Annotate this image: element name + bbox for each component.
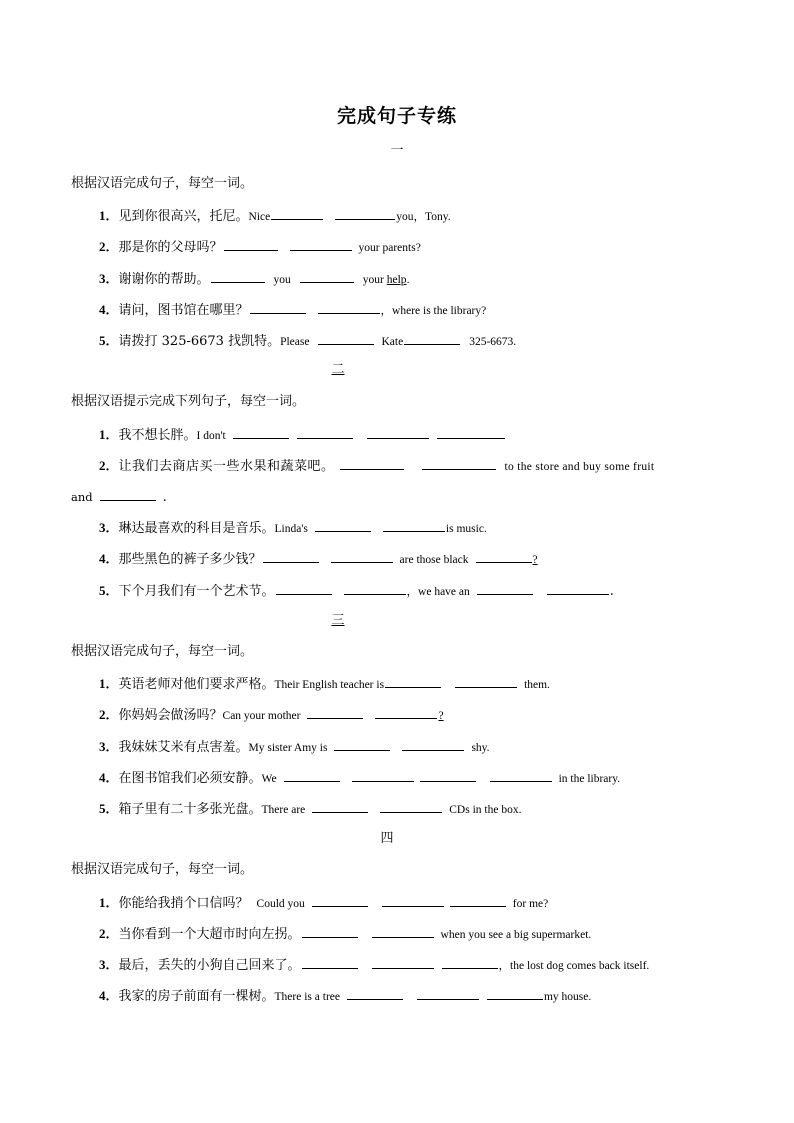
answer-blank[interactable] xyxy=(476,550,532,563)
answer-blank[interactable] xyxy=(344,582,406,595)
answer-blank[interactable] xyxy=(422,457,496,470)
question-1-2: 2．那是你的父母吗？ your parents? xyxy=(99,239,421,255)
answer-blank[interactable] xyxy=(331,550,393,563)
answer-blank[interactable] xyxy=(312,894,368,907)
answer-blank[interactable] xyxy=(318,332,374,345)
question-4-2: 2．当你看到一个大超市时向左拐。 when you see a big supermarket. xyxy=(99,926,592,942)
answer-blank[interactable] xyxy=(385,675,441,688)
answer-blank[interactable] xyxy=(224,238,278,251)
question-2-2: 2．让我们去商店买一些水果和蔬菜吧。 to the store and buy some fruit xyxy=(99,458,655,474)
answer-blank[interactable] xyxy=(380,800,442,813)
answer-blank[interactable] xyxy=(450,894,506,907)
answer-blank[interactable] xyxy=(250,301,306,314)
answer-blank[interactable] xyxy=(233,426,289,439)
question-4-1: 1．你能给我捎个口信吗？ Could you for me? xyxy=(99,895,549,911)
answer-blank[interactable] xyxy=(367,426,429,439)
answer-blank[interactable] xyxy=(307,706,363,719)
question-2-2-continued: and . xyxy=(71,490,167,505)
answer-blank[interactable] xyxy=(318,301,380,314)
answer-blank[interactable] xyxy=(290,238,352,251)
answer-blank[interactable] xyxy=(211,270,265,283)
answer-blank[interactable] xyxy=(402,738,464,751)
answer-blank[interactable] xyxy=(352,769,414,782)
section-instruction-3: 根据汉语完成句子，每空一词。 xyxy=(71,644,254,659)
answer-blank[interactable] xyxy=(487,987,543,1000)
page-title: 完成句子专练 xyxy=(336,105,457,127)
answer-blank[interactable] xyxy=(100,488,156,501)
question-3-2: 2．你妈妈会做汤吗？Can your mother ? xyxy=(99,707,444,723)
answer-blank[interactable] xyxy=(382,894,444,907)
answer-blank[interactable] xyxy=(455,675,517,688)
question-1-3: 3．谢谢你的帮助。 you your help. xyxy=(99,271,410,287)
answer-blank[interactable] xyxy=(312,800,368,813)
answer-blank[interactable] xyxy=(263,550,319,563)
section-instruction-1: 根据汉语完成句子，每空一词。 xyxy=(71,176,254,191)
answer-blank[interactable] xyxy=(372,956,434,969)
answer-blank[interactable] xyxy=(383,519,445,532)
answer-blank[interactable] xyxy=(335,207,395,220)
answer-blank[interactable] xyxy=(375,706,437,719)
answer-blank[interactable] xyxy=(420,769,476,782)
answer-blank[interactable] xyxy=(490,769,552,782)
answer-blank[interactable] xyxy=(547,582,609,595)
section-heading-1: 一 xyxy=(390,143,404,158)
answer-blank[interactable] xyxy=(284,769,340,782)
answer-blank[interactable] xyxy=(297,426,353,439)
answer-blank[interactable] xyxy=(271,207,323,220)
question-3-5: 5．箱子里有二十多张光盘。There are CDs in the box. xyxy=(99,801,522,817)
section-heading-3: 三 xyxy=(331,613,345,628)
section-heading-2: 二 xyxy=(331,362,345,377)
answer-blank[interactable] xyxy=(302,925,358,938)
answer-blank[interactable] xyxy=(276,582,332,595)
answer-blank[interactable] xyxy=(340,457,404,470)
question-4-3: 3．最后，丢失的小狗自己回来了。 ，the lost dog comes back itself. xyxy=(99,957,650,973)
answer-blank[interactable] xyxy=(347,987,403,1000)
section-instruction-2: 根据汉语提示完成下列句子，每空一词。 xyxy=(71,394,306,409)
section-instruction-4: 根据汉语完成句子，每空一词。 xyxy=(71,862,254,877)
answer-blank[interactable] xyxy=(477,582,533,595)
question-2-1: 1．我不想长胖。I don't xyxy=(99,426,506,444)
question-3-1: 1．英语老师对他们要求严格。Their English teacher is them. xyxy=(99,676,550,692)
answer-blank[interactable] xyxy=(315,519,371,532)
answer-blank[interactable] xyxy=(372,925,434,938)
answer-blank[interactable] xyxy=(417,987,479,1000)
question-1-5: 5．请拨打 325-6673 找凯特。Please Kate 325-6673. xyxy=(99,333,517,349)
answer-blank[interactable] xyxy=(300,270,354,283)
question-1-4: 4．请问，图书馆在哪里？ ，where is the library? xyxy=(99,302,487,318)
answer-blank[interactable] xyxy=(334,738,390,751)
answer-blank[interactable] xyxy=(442,956,498,969)
answer-blank[interactable] xyxy=(404,332,460,345)
question-3-4: 4．在图书馆我们必须安静。We in the library. xyxy=(99,770,621,786)
question-2-5: 5．下个月我们有一个艺术节。 ，we have an . xyxy=(99,583,614,599)
question-2-3: 3．琳达最喜欢的科目是音乐。Linda's is music. xyxy=(99,520,487,536)
section-heading-4: 四 xyxy=(380,831,394,846)
answer-blank[interactable] xyxy=(437,426,505,439)
question-3-3: 3．我妹妹艾米有点害羞。My sister Amy is shy. xyxy=(99,739,490,755)
question-2-4: 4．那些黑色的裤子多少钱？ are those black ? xyxy=(99,551,538,567)
question-4-4: 4．我家的房子前面有一棵树。There is a tree my house. xyxy=(99,988,592,1004)
answer-blank[interactable] xyxy=(302,956,358,969)
question-1-1: 1．见到你很高兴，托尼。Nice you，Tony. xyxy=(99,208,451,224)
